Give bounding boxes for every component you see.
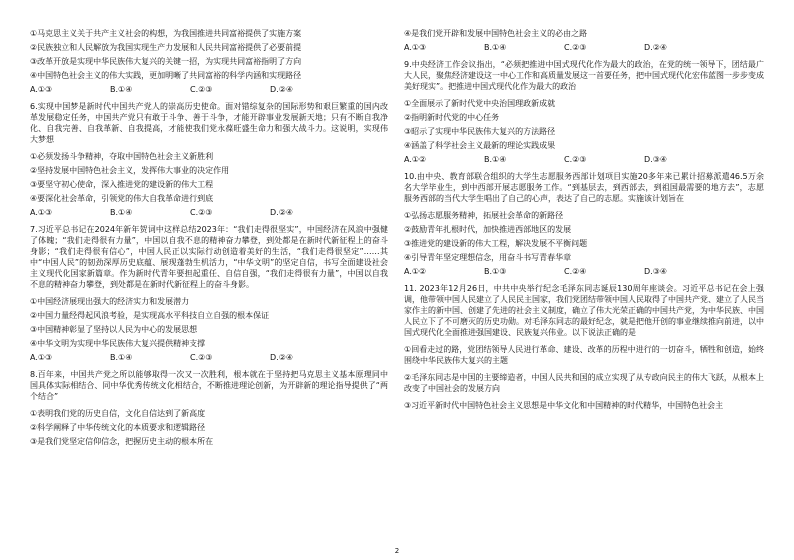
q6-item-4: ④要深化社会革命，引领党的伟大自我革命进行到底 [30,194,214,203]
q10-item-2: ②鼓励青年扎根时代，加快推进西部地区的发展 [404,225,572,234]
q5-item-1: ①马克思主义关于共产主义社会的构想，为我国推进共同富裕提供了实施方案 [30,29,302,38]
q6-options [30,207,388,218]
q9-option-c: C.②③ [564,155,587,164]
q10-item-4: ④引导青年坚定理想信念，用奋斗书写青春华章 [404,253,572,262]
q7-stem: 7.习近平总书记在2024年新年贺词中这样总结2023年：“我们走得很坚实”，中国经济在风浪中强健了体魄；“我们走得很有力量”，中国以自我不息的精神奋力攀登，到处都是在新时代新征程上的奋斗身影；“我们走得很有信心”，中国人民正以实际行动创造着美好的生活，“我们走得很坚定”……其中“中国人民”的韧劲深厚历史底蕴、展现蓬勃生机活力，“中华文明”的坚定自信，书写全面建设社会主义现代化国家新篇章。作为新时代青年要担起重任、自信自强，“我们走得很有力量”，中国以自我不息的精神奋力攀登，到处都是在新时代新征程上的奋斗身影。 [30,225,388,289]
q10-option-a: A.①② [404,267,427,276]
q11-item-2: ②毛泽东同志是中国的主要缔造者，中国人民共和国的成立实现了从专政向民主的伟大飞跃，从根本上改变了中国社会的发展方向 [404,373,764,393]
q9-options [404,154,764,165]
q8-item-4: ④是我们党开辟和发展中国特色社会主义的必由之路 [404,29,588,38]
q9-option-a: A.①② [404,155,427,164]
q5-options [30,84,388,95]
q9-stem: 9.中央经济工作会议指出，“必须把推进中国式现代化作为最大的政治，在党的统一领导下，团结最广大人民，聚焦经济建设这一中心工作和高质量发展这一首要任务，把中国式现代化宏伟蓝图一步步变成美好现实”。把推进中国式现代化作为最大的政治 [404,60,764,91]
q10-options [404,266,764,277]
q9-item-3: ③昭示了实现中华民族伟大复兴的方法路径 [404,127,556,136]
q7-option-b: B.①④ [110,353,133,362]
q6-item-1: ①必须发扬斗争精神，夺取中国特色社会主义新胜利 [30,152,214,161]
q9-option-b: B.①④ [484,155,507,164]
q6-stem: 6.实现中国梦是新时代中国共产党人的崇高历史使命。面对错综复杂的国际形势和艰巨繁重的国内改革发展稳定任务，中国共产党只有敢于斗争、善于斗争，才能开辟事业发展新天地；只有不断自我净化、自我完善、自我革新、自我提高，才能使我们党永葆旺盛生命力和强大战斗力。这说明，实现伟大梦想 [30,102,388,144]
q9-option-d: D.③④ [644,155,668,164]
q8-item-2: ②科学阐释了中华传统文化的本质要求和逻辑路径 [30,423,206,432]
q7-option-a: A.①③ [30,353,53,362]
q6-option-d: D.②④ [270,208,294,217]
page-number: 2 [394,547,400,555]
q5-item-4: ④中国特色社会主义的伟大实践，更加明晰了共同富裕的科学内涵和实现路径 [30,71,302,80]
q7-item-1: ①中国经济展现出强大的经济实力和发展潜力 [30,297,190,306]
q6-option-a: A.①③ [30,208,53,217]
q10-item-3: ③推进党的建设新的伟大工程，解决发展不平衡问题 [404,239,588,248]
q8-item-3: ③是我们党坚定信仰信念，把握历史主动的根本所在 [30,437,214,446]
q11-stem: 11. 2023年12月26日，中共中央举行纪念毛泽东同志诞辰130周年座谈会。习近平总书记在会上强调，他带领中国人民建立了人民民主国家，我们党团结带领中国人民取得了中国共产党、建立了人民当家作主的新中国、创建了先进的社会主义制度，确立了伟大光荣正确的中国共产党，为中华民族、中国人民立下了不可磨灭的历史功勋。对毛泽东同志的最好纪念，就是把他开创的事业继续推向前进，以中国式现代化全面推进强国建设、民族复兴伟业。以下说法正确的是 [404,284,764,337]
q8-option-a: A.①③ [404,43,427,52]
q10-option-c: C.②④ [564,267,587,276]
q5-item-3: ③改革开放是实现中华民族伟大复兴的关键一招，为实现共同富裕指明了方向 [30,57,302,66]
q5-option-d: D.②④ [270,85,294,94]
q5-option-a: A.①③ [30,85,53,94]
q8-options [404,42,764,53]
q6-option-b: B.①④ [110,208,133,217]
q8-item-1: ①表明我们党的历史自信，文化自信达到了新高度 [30,409,206,418]
q11-item-1: ①回看走过的路，党团结领导人民进行革命、建设、改革的历程中进行的一切奋斗，牺牲和创造，始终围绕中华民族伟大复兴的主题 [404,345,764,365]
q8-option-c: C.②③ [564,43,587,52]
q8-option-b: B.①④ [484,43,507,52]
q10-option-b: B.①③ [484,267,507,276]
q10-item-1: ①弘扬志愿服务精神，拓展社会革命的新路径 [404,211,564,220]
q9-item-2: ②指明新时代党的中心任务 [404,113,500,122]
right-column [404,28,764,417]
q6-option-c: C.②③ [190,208,213,217]
q5-option-c: C.②③ [190,85,213,94]
q7-item-2: ②中国力量经得起风浪考验，是实现高水平科技自立自强的根本保证 [30,311,270,320]
q10-option-d: D.③④ [644,267,668,276]
q7-option-d: D.②④ [270,353,294,362]
q11-item-3: ③习近平新时代中国特色社会主义思想是中华文化和中国精神的时代精华，中国特色社会主 [404,401,724,410]
q6-item-3: ③要坚守初心使命，深入推进党的建设新的伟大工程 [30,180,214,189]
q10-stem: 10.由中央、教育部联合组织的大学生志愿服务西部计划项目实施20多年来已累计招募派遣46.5万余名大学毕业生，到中西部开展志愿服务工作。“到基层去，到西部去，到祖国最需要的地方去”，志愿服务西部的当代大学生唱出了自己的心声，表达了自己的志愿。实施该计划旨在 [404,172,764,203]
q8-stem: 8.百年来，中国共产党之所以能够取得一次又一次胜利，根本就在于坚持把马克思主义基本原理同中国具体实际相结合、同中华优秀传统文化相结合，不断推进理论创新，为开辟新的理论指导提供了“两个结合” [30,370,388,401]
q5-option-b: B.①④ [110,85,133,94]
q7-options [30,352,388,363]
q8-option-d: D.②④ [644,43,668,52]
q9-item-1: ①全面展示了新时代党中央治国理政新成就 [404,99,556,108]
q9-item-4: ④涵盖了科学社会主义最新的理论实践成果 [404,141,556,150]
left-column [30,28,388,450]
q5-item-2: ②民族独立和人民解放为我国实现生产力发展和人民共同富裕提供了必要前提 [30,43,302,52]
q7-item-3: ③中国精神彰显了坚持以人民为中心的发展思想 [30,325,198,334]
q7-option-c: C.②③ [190,353,213,362]
q6-item-2: ②坚持发展中国特色社会主义，发挥伟大事业的决定作用 [30,166,230,175]
q7-item-4: ④中华文明为实现中华民族伟大复兴提供精神支撑 [30,339,206,348]
